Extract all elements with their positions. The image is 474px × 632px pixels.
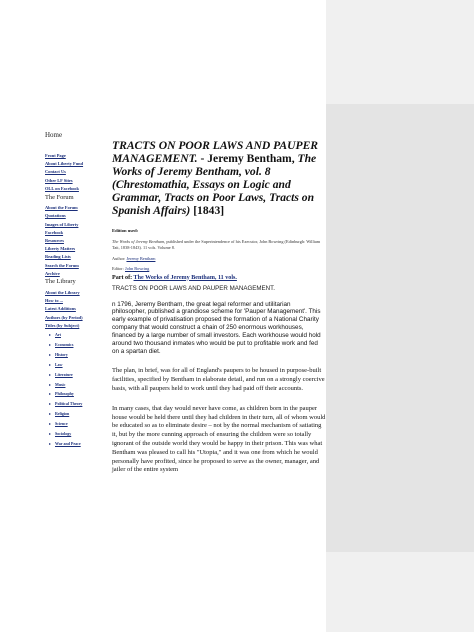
nav-link-liberty-matters[interactable]: Liberty Matters [45, 246, 76, 252]
nav-link-other-lf-sites[interactable]: Other LF Sites [45, 177, 73, 183]
nav-link-quotations[interactable]: Quotations [45, 213, 66, 219]
nav-link-how-to[interactable]: How to ... [45, 298, 63, 304]
subject-link-religion[interactable]: ▸ Religion [45, 409, 107, 419]
subject-link-war-and-peace[interactable]: ▸ War and Peace [45, 439, 107, 449]
author-link[interactable]: Jeremy Bentham [126, 255, 156, 261]
sidebar-nav [45, 131, 107, 449]
edition-citation: The Works of Jeremy Bentham, published under the Superintendence of his Executor, John Bowring (Edinburgh: William Tait, 1838-1843). 11 vols. Volume 8. [112, 238, 321, 250]
part-of-link[interactable]: The Works of Jeremy Bentham, 11 vols. [133, 274, 237, 281]
subject-link-music[interactable]: ▸ Music [45, 380, 107, 390]
editor-line: Editor: John Bowring [112, 265, 150, 271]
subject-link-literature[interactable]: ▸ Literature [45, 370, 107, 380]
section-heading: TRACTS ON POOR LAWS AND PAUPER MANAGEMENT. [112, 284, 275, 292]
intro-paragraph: n 1796, Jeremy Bentham, the great legal reformer and utilitarian philosopher, published a grandiose scheme for 'Pauper Management'. This early example of privatisation proposed the formation of a National Charity company that would construct a chain of 250 enormous workhouses, financed by a large number of small investors. Each workhouse would hold around two thousand inmates who would be put to profitable work and fed on a spartan diet. [112, 300, 321, 355]
nav-link-authors-by-period[interactable]: Authors (by Period) [45, 314, 83, 320]
subject-link-philosophy[interactable]: ▸ Philosophy [45, 389, 107, 399]
nav-link-reading-lists[interactable]: Reading Lists [45, 254, 71, 260]
bullet-arrow-icon: ▸ [49, 351, 52, 357]
nav-link-resources[interactable]: Resources [45, 237, 64, 243]
bullet-arrow-icon: ▸ [49, 361, 52, 367]
subject-link-art[interactable]: ▸ Art [45, 330, 107, 340]
bullet-arrow-icon: ▸ [49, 441, 52, 447]
nav-link-titles-by-subject[interactable]: Titles (by Subject) [45, 322, 80, 328]
nav-link-contact-us[interactable]: Contact Us [45, 169, 66, 175]
comment-panel [326, 104, 474, 552]
sidebar-section-forum: The Forum [45, 193, 74, 201]
nav-link-about-library[interactable]: About the Library [45, 290, 80, 296]
subject-link-history[interactable]: ▸ History [45, 350, 107, 360]
nav-link-images-of-liberty[interactable]: Images of Liberty [45, 221, 79, 227]
page-title: TRACTS ON POOR LAWS AND PAUPER MANAGEMENT. - Jeremy Bentham, The Works of Jeremy Bentham, vol. 8 (Chrestomathia, Essays on Logic and Grammar, Tracts on Poor Laws, Tracts on Spanish Affairs) [1843] [112, 139, 319, 218]
editor-link[interactable]: John Bowring [125, 265, 150, 271]
bullet-arrow-icon: ▸ [49, 381, 52, 387]
bullet-arrow-icon: ▸ [49, 332, 52, 338]
subject-link-science[interactable]: ▸ Science [45, 419, 107, 429]
part-of-line: Part of: The Works of Jeremy Bentham, 11 vols. [112, 274, 237, 281]
edition-label: Edition used: [112, 227, 139, 233]
nav-link-search-forum[interactable]: Search the Forum [45, 262, 79, 268]
bullet-arrow-icon: ▸ [49, 391, 52, 397]
nav-link-facebook[interactable]: Facebook [45, 229, 64, 235]
bullet-arrow-icon: ▸ [49, 421, 52, 427]
nav-link-oll-facebook[interactable]: OLL on Facebook [45, 185, 79, 191]
bullet-arrow-icon: ▸ [49, 411, 52, 417]
author-line: Author: Jeremy Bentham [112, 255, 156, 261]
body-paragraph: In many cases, that day would never have come, as children born in the pauper house would be held there until they had children in their turn, all of whom would be educated so as to eliminate desire – not by the normal mechanism of satiating it, but by the more cunning approach of ensuring the children were so totally ignorant of the outside world they would be happy in their prison. This was what Bentham was pleased to call his "Utopia," and it was one from which he would personally have profited, since he proposed to serve as the owner, manager, and jailer of the entire system [112, 404, 326, 474]
main-content [112, 139, 326, 475]
bullet-arrow-icon: ▸ [49, 371, 52, 377]
nav-link-front-page[interactable]: Front Page [45, 153, 66, 158]
nav-link-about-liberty-fund[interactable]: About Liberty Fund [45, 161, 84, 167]
nav-link-about-forum[interactable]: About the Forum [45, 205, 78, 211]
body-paragraph: The plan, in brief, was for all of England's paupers to be housed in purpose-built facilities, specified by Bentham in elaborate detail, and run on a strongly coercive basis, with all paupers held to work until they had paid off their accounts. [112, 367, 325, 393]
nav-link-latest-additions[interactable]: Latest Additions [45, 306, 76, 312]
sidebar-home-label: Home [45, 131, 63, 139]
sidebar-section-library: The Library [45, 278, 76, 286]
bullet-arrow-icon: ▸ [49, 341, 52, 347]
subject-link-sociology[interactable]: ▸ Sociology [45, 429, 107, 439]
subject-link-economics[interactable]: ▸ Economics [45, 340, 107, 350]
bullet-arrow-icon: ▸ [49, 431, 52, 437]
nav-link-archive[interactable]: Archive [45, 270, 60, 276]
subject-link-political-theory[interactable]: ▸ Political Theory [45, 399, 107, 409]
subject-link-law[interactable]: ▸ Law [45, 360, 107, 370]
bullet-arrow-icon: ▸ [49, 401, 52, 407]
